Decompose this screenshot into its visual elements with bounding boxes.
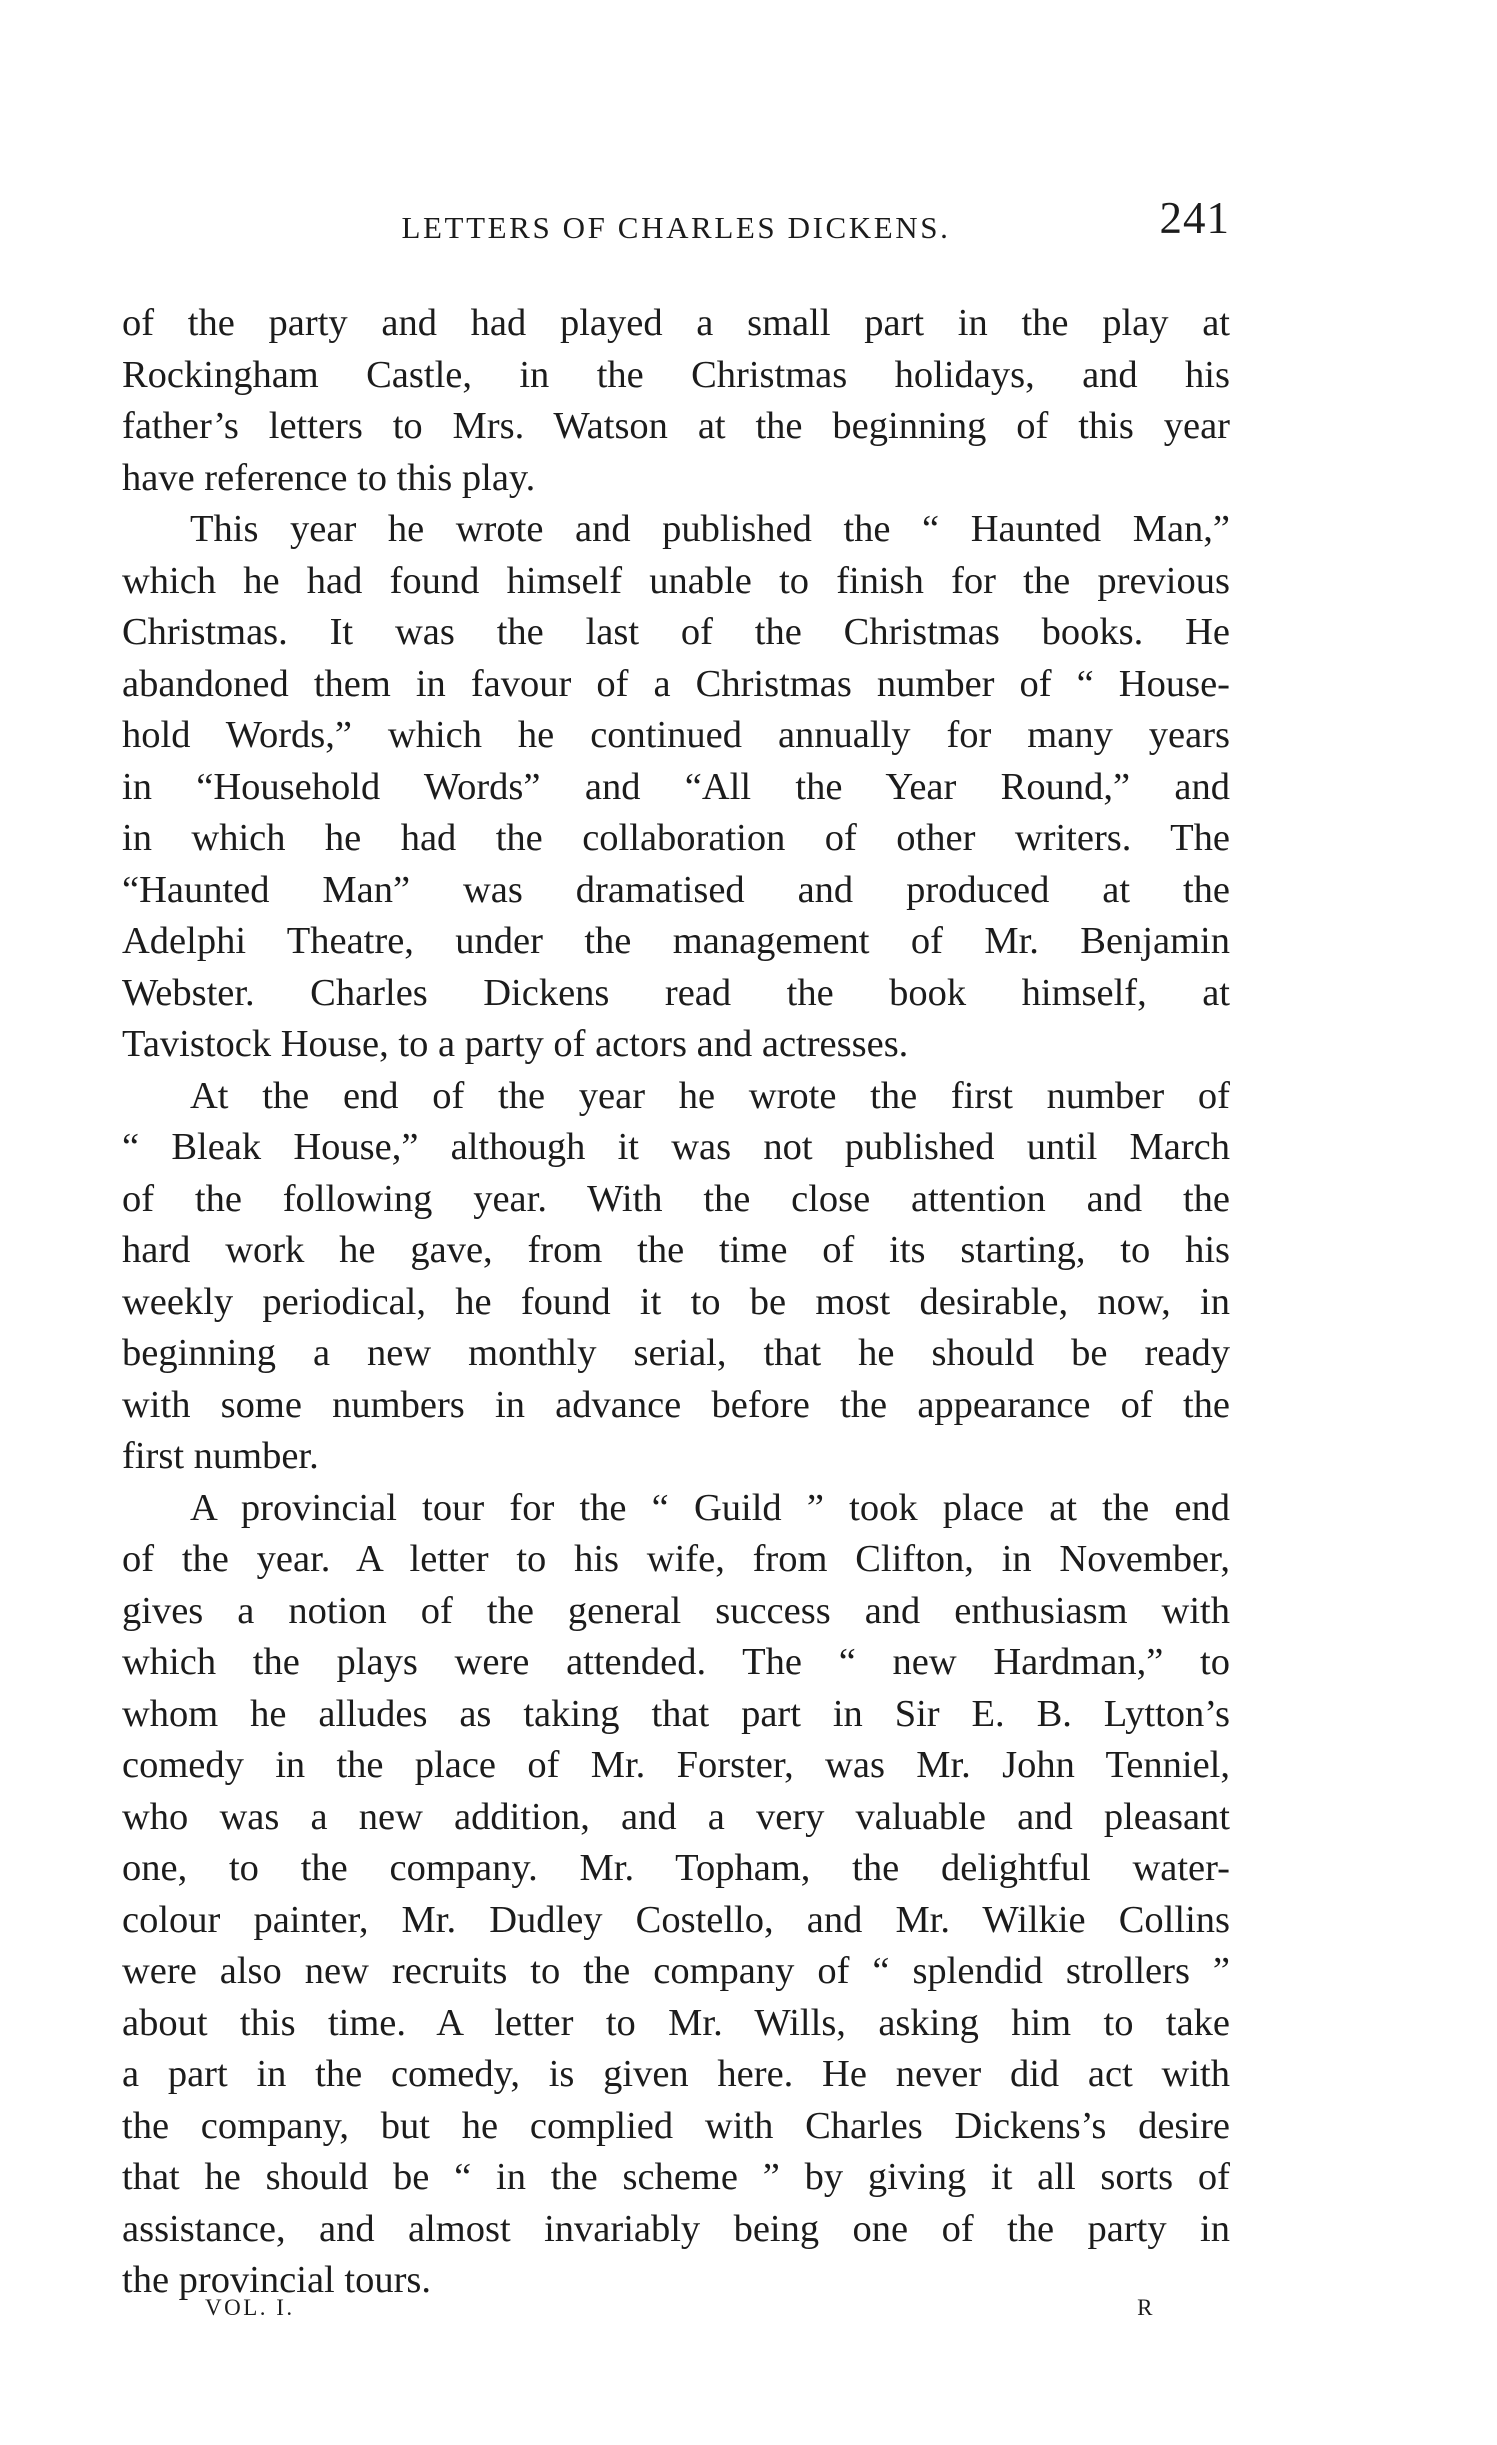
page-number: 241 <box>1159 193 1230 243</box>
text-line: Christmas. It was the last of the Christmas books. He <box>122 611 1230 653</box>
text-line: were also new recruits to the company of “ splendid strollers ” <box>122 1950 1230 1992</box>
text-line: Webster. Charles Dickens read the book himself, at <box>122 971 1230 1014</box>
text-line: father’s letters to Mrs. Watson at the beginning of this year <box>122 405 1230 447</box>
text-line: hold Words,” which he continued annually for many years <box>122 714 1230 756</box>
running-head <box>122 192 1230 252</box>
text-line: of the year. A letter to his wife, from Clifton, in November, <box>122 1538 1230 1580</box>
text-line: “Haunted Man” was dramatised and produced at the <box>122 868 1230 911</box>
text-line: in which he had the collaboration of other writers. The <box>122 817 1230 859</box>
text-line: hard work he gave, from the time of its starting, to his <box>122 1229 1230 1271</box>
text-line: about this time. A letter to Mr. Wills, asking him to take <box>122 2001 1230 2044</box>
text-line: whom he alludes as taking that part in Sir E. B. Lytton’s <box>122 1692 1230 1735</box>
text-line: one, to the company. Mr. Topham, the delightful water- <box>122 1847 1230 1889</box>
text-line: first number. <box>122 1435 319 1477</box>
signature-mark: R <box>1137 2295 1155 2320</box>
text-line: abandoned them in favour of a Christmas number of “ House- <box>122 662 1230 705</box>
text-line: assistance, and almost invariably being one of the party in <box>122 2207 1230 2250</box>
text-line: “ Bleak House,” although it was not published until March <box>122 1126 1230 1168</box>
text-line: in “Household Words” and “All the Year Round,” and <box>122 765 1230 808</box>
text-line: which he had found himself unable to finish for the previous <box>122 559 1230 602</box>
text-line: that he should be “ in the scheme ” by giving it all sorts of <box>122 2156 1230 2198</box>
text-line: which the plays were attended. The “ new Hardman,” to <box>122 1641 1230 1683</box>
text-line: beginning a new monthly serial, that he should be ready <box>122 1332 1230 1374</box>
text-line: colour painter, Mr. Dudley Costello, and Mr. Wilkie Collins <box>122 1898 1230 1941</box>
text-line: weekly periodical, he found it to be most desirable, now, in <box>122 1280 1230 1323</box>
text-line: who was a new addition, and a very valuable and pleasant <box>122 1795 1230 1838</box>
text-line: A provincial tour for the “ Guild ” took place at the end <box>190 1486 1230 1529</box>
text-line: with some numbers in advance before the appearance of the <box>122 1383 1230 1426</box>
text-line: Rockingham Castle, in the Christmas holidays, and his <box>122 353 1230 396</box>
text-line: gives a notion of the general success and enthusiasm with <box>122 1589 1230 1632</box>
text-line: of the following year. With the close attention and the <box>122 1177 1230 1220</box>
body-text <box>122 298 1230 2307</box>
text-line: the provincial tours. <box>122 2259 431 2301</box>
text-line: have reference to this play. <box>122 456 536 499</box>
text-line: At the end of the year he wrote the first number of <box>190 1074 1230 1117</box>
text-line: a part in the comedy, is given here. He never did act with <box>122 2053 1230 2095</box>
text-line: This year he wrote and published the “ Haunted Man,” <box>190 508 1230 550</box>
text-line: comedy in the place of Mr. Forster, was Mr. John Tenniel, <box>122 1744 1230 1786</box>
text-line: Adelphi Theatre, under the management of Mr. Benjamin <box>122 920 1230 962</box>
running-title: LETTERS OF CHARLES DICKENS. <box>401 210 951 245</box>
volume-label: VOL. I. <box>205 2295 295 2320</box>
text-line: Tavistock House, to a party of actors and actresses. <box>122 1023 909 1065</box>
page-footer <box>205 2295 1155 2335</box>
text-line: the company, but he complied with Charles Dickens’s desire <box>122 2104 1230 2147</box>
text-line: of the party and had played a small part in the play at <box>122 302 1230 344</box>
